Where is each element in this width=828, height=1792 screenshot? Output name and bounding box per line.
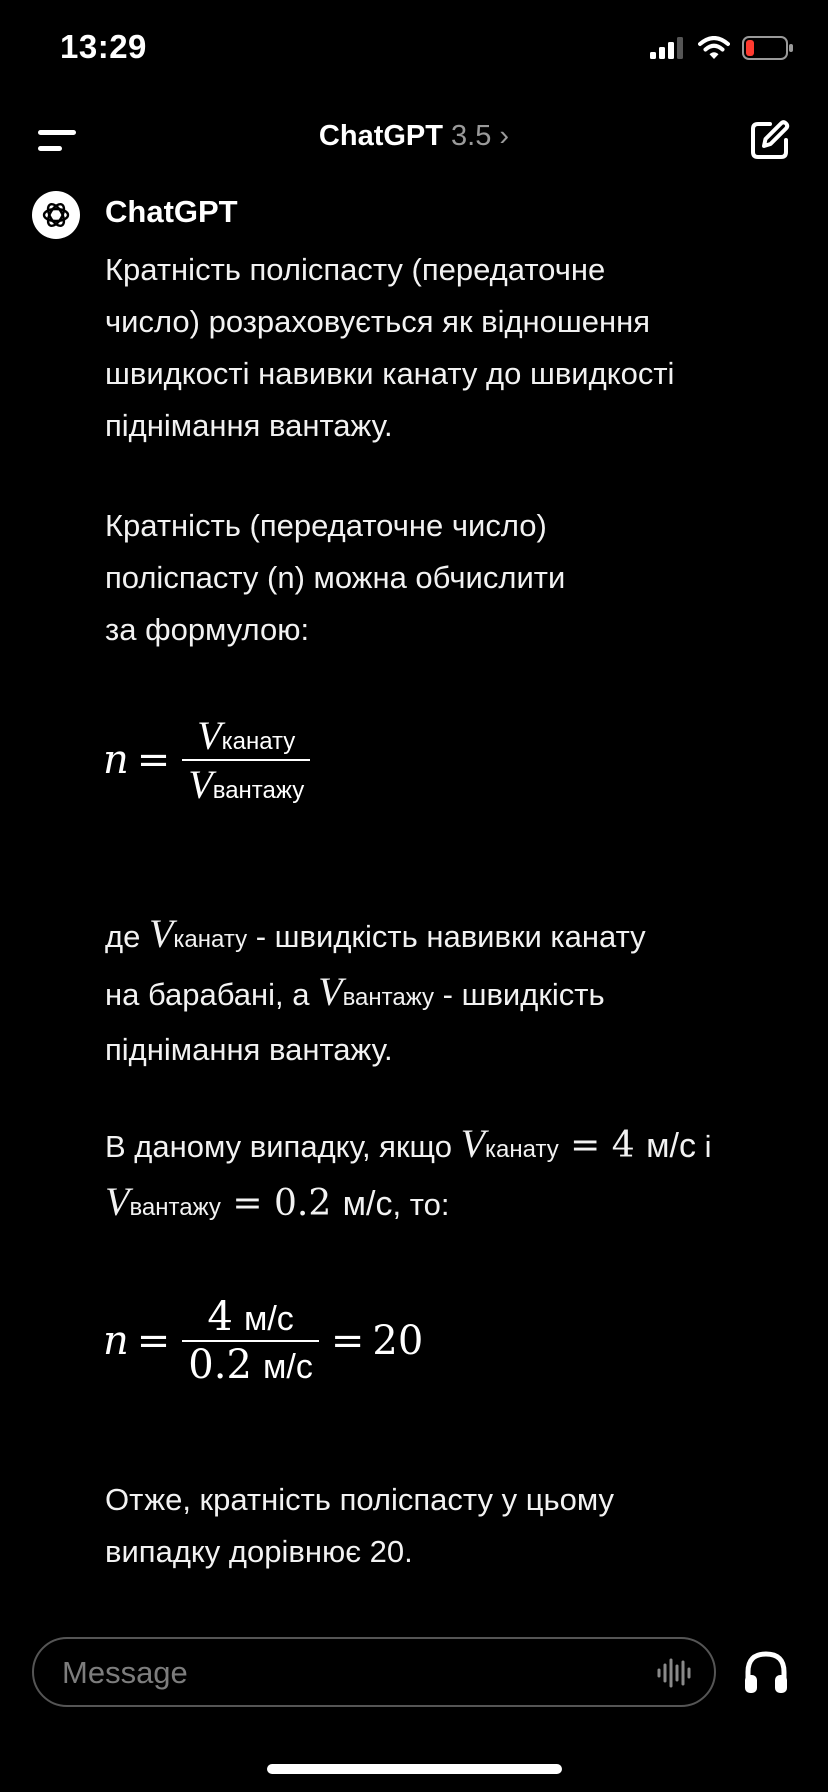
text-span: , то: <box>392 1187 450 1222</box>
formula-equals: = <box>136 737 171 783</box>
message-paragraph-3 <box>105 908 805 1076</box>
openai-logo-icon <box>39 198 73 232</box>
unit: м/с <box>646 1127 696 1165</box>
unit: м/с <box>263 1348 313 1386</box>
home-indicator[interactable] <box>267 1764 562 1774</box>
model-version: 3.5 <box>451 120 492 152</box>
var-v: V <box>197 713 222 758</box>
formula-fraction <box>182 1294 319 1388</box>
subscript: вантажу <box>342 984 435 1011</box>
message-composer <box>32 1637 716 1707</box>
text-line: піднімання вантажу. <box>105 408 393 443</box>
subscript: канату <box>221 728 296 755</box>
text-span: де <box>105 919 141 954</box>
model-selector[interactable] <box>0 120 828 153</box>
chat-header <box>0 108 828 174</box>
text-line: за формулою: <box>105 612 310 647</box>
text-line: Кратність (передаточне число) <box>105 508 547 543</box>
status-time: 13:29 <box>60 28 147 65</box>
value: 0.2 <box>188 1342 252 1388</box>
text-line <box>105 966 805 1024</box>
text-line: випадку дорівнює 20. <box>105 1534 413 1569</box>
subscript: вантажу <box>212 777 305 804</box>
text-line <box>105 1176 825 1234</box>
text-line: піднімання вантажу. <box>105 1032 393 1067</box>
var-v: V <box>460 1121 485 1166</box>
chevron-right-icon: › <box>499 120 510 152</box>
formula-denominator <box>182 1342 319 1388</box>
text-span: = 0.2 <box>220 1183 343 1224</box>
text-span: В даному випадку, якщо <box>105 1129 452 1164</box>
formula-result-value: 20 <box>372 1318 424 1364</box>
text-line: швидкості навивки канату до швидкості <box>105 356 675 391</box>
unit: м/с <box>243 1300 294 1338</box>
new-chat-button[interactable] <box>748 118 792 162</box>
formula-lhs: n <box>103 1318 129 1364</box>
formula-lhs: n <box>103 737 129 783</box>
signal-icon <box>650 37 686 59</box>
status-icons <box>650 36 794 60</box>
subscript: канату <box>485 1136 559 1163</box>
text-span: - швидкість <box>434 977 605 1012</box>
unit: м/с <box>342 1185 393 1223</box>
headphones-icon <box>742 1648 790 1696</box>
voice-mode-button[interactable] <box>742 1648 790 1696</box>
text-line: Кратність поліспасту (передаточне <box>105 252 606 287</box>
var-v: V <box>188 762 213 807</box>
subscript: канату <box>173 926 248 953</box>
formula-equals: = <box>136 1318 171 1364</box>
value: 4 <box>207 1294 233 1340</box>
voice-wave-icon <box>656 1657 692 1689</box>
text-line: поліспасту (n) можна обчислити <box>105 560 566 595</box>
formula-result <box>103 1294 423 1388</box>
var-v: V <box>148 911 174 956</box>
message-paragraph-1 <box>105 244 805 452</box>
text-span: і <box>695 1129 712 1164</box>
voice-input-button[interactable] <box>656 1657 692 1689</box>
text-line: Отже, кратність поліспасту у цьому <box>105 1482 615 1517</box>
text-span: на барабані, а <box>105 977 310 1012</box>
text-span: = 4 <box>558 1125 647 1166</box>
text-line <box>105 908 805 966</box>
wifi-icon <box>698 36 730 60</box>
formula-numerator <box>191 712 301 759</box>
text-line <box>105 1118 825 1176</box>
var-v: V <box>105 1179 130 1224</box>
formula-fraction <box>182 712 310 808</box>
message-paragraph-4 <box>105 1118 825 1234</box>
assistant-avatar <box>32 191 80 239</box>
message-input[interactable] <box>60 1639 624 1707</box>
header-title: ChatGPT <box>318 120 443 152</box>
formula-equals: = <box>330 1318 365 1364</box>
compose-icon <box>748 118 792 162</box>
battery-icon <box>742 36 794 60</box>
subscript: вантажу <box>129 1194 221 1221</box>
formula-numerator <box>201 1294 299 1340</box>
text-line: число) розраховується як відношення <box>105 304 651 339</box>
status-bar <box>0 0 828 100</box>
formula-denominator <box>182 761 310 808</box>
var-v: V <box>318 969 343 1014</box>
message-paragraph-5 <box>105 1474 805 1578</box>
message-sender: ChatGPT <box>105 194 238 229</box>
text-span: - швидкість навивки канату <box>247 919 646 954</box>
message-paragraph-2 <box>105 500 805 656</box>
formula-ratio <box>103 712 314 808</box>
